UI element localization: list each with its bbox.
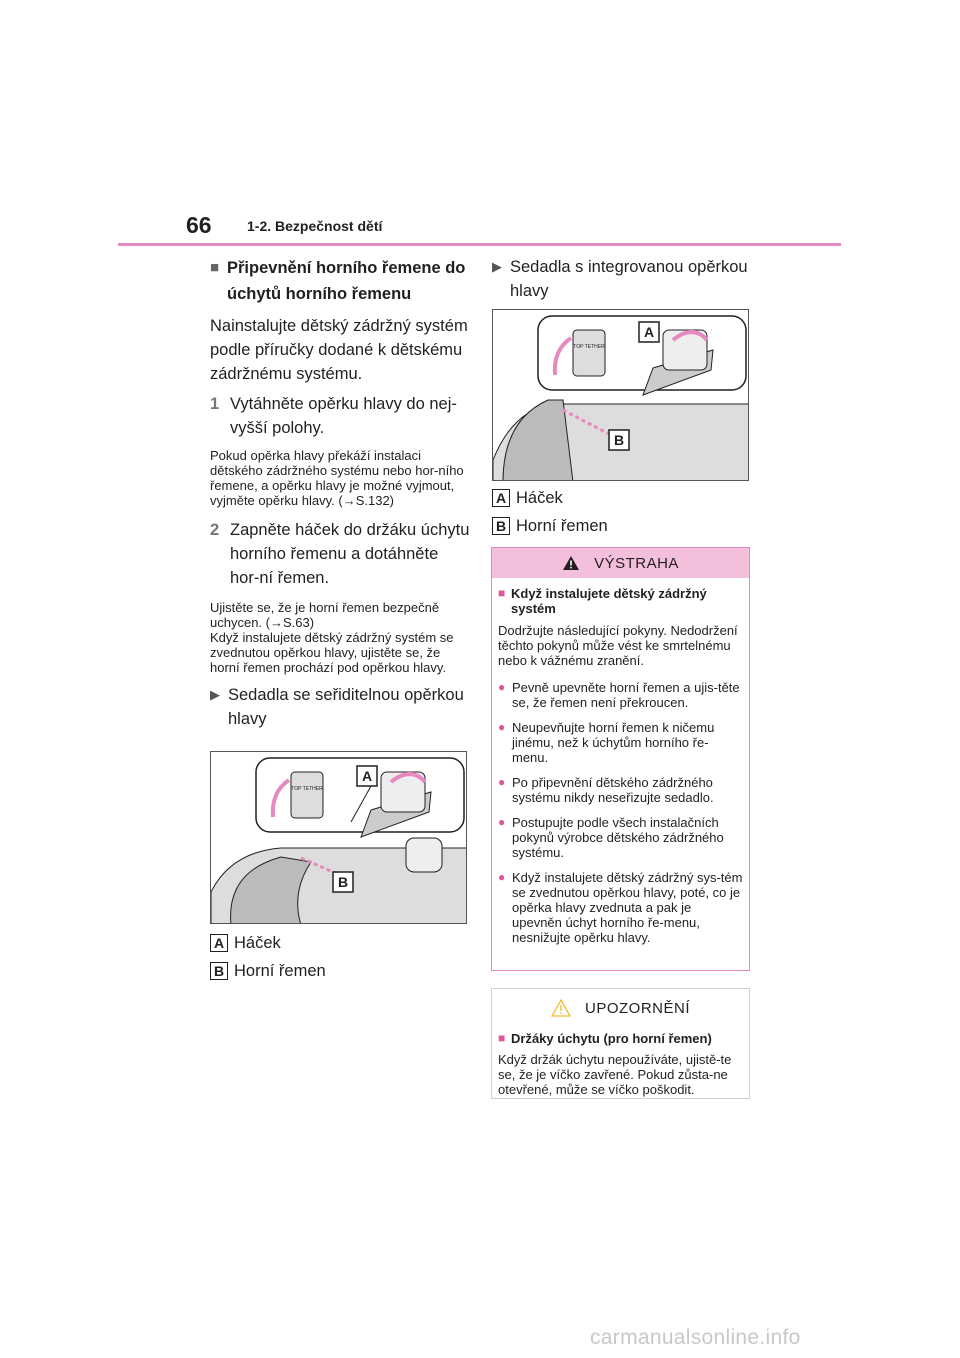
legend-key-b: B	[210, 962, 228, 980]
warning-intro: Dodržujte následující pokyny. Nedodržení těchto pokynů může vést ke smrtelnému nebo k vážnému zranění.	[498, 623, 738, 668]
bullet-dot-icon: ●	[498, 775, 506, 789]
figure-adjustable-headrest	[210, 751, 467, 924]
callout-a: A	[361, 768, 373, 784]
warning-header	[492, 548, 749, 578]
legend-item-a: A Háček	[492, 487, 750, 509]
legend-key-a: A	[210, 934, 228, 952]
header-divider	[118, 243, 841, 246]
note-secure: Ujistěte se, že je horní řemen bezpečně uchycen. (→S.63)	[210, 600, 440, 630]
legend-item-b: B Horní řemen	[210, 960, 472, 982]
warning-bullet: ● Když instalujete dětský zádržný sys-tém se zvednutou opěrkou hlavy, poté, co je opěrka hlavy zvednuta a pak je upevněn úchyt horního ře-menu, nesnižujte opěrku hlavy.	[498, 870, 743, 945]
legend-key-b: B	[492, 517, 510, 535]
warning-bullet: ● Postupujte podle všech instalačních pokynů výrobce dětského zádržného systému.	[498, 815, 724, 860]
warning-title: VÝSTRAHA	[594, 554, 679, 572]
square-bullet-icon: ■	[498, 586, 506, 600]
seat-illustration	[493, 310, 749, 481]
bullet-dot-icon: ●	[498, 720, 506, 734]
section-title: 1-2. Bezpečnost dětí	[247, 218, 383, 234]
warning-bullet: ● Pevně upevněte horní řemen a ujis-těte se, že řemen není překroucen.	[498, 680, 740, 710]
caution-text: Když držák úchytu nepoužíváte, ujistě-te se, že je víčko zavřené. Pokud zůsta-ne otevřené, může se víčko poškodit.	[498, 1052, 732, 1097]
caution-title: UPOZORNĚNÍ	[584, 999, 690, 1017]
legend-key-a: A	[492, 489, 510, 507]
arrow-right-icon: ▶	[210, 687, 220, 702]
bullet-dot-icon: ●	[498, 870, 506, 884]
caution-heading: ■ Držáky úchytu (pro horní řemen)	[498, 1031, 712, 1046]
intro-text: Nainstalujte dětský zádržný systém podle příručky dodané k dětskému zádržnému systému.	[210, 317, 468, 383]
svg-text:TOP TETHER: TOP TETHER	[573, 344, 605, 350]
warning-bullet: ● Neupevňujte horní řemen k ničemu jinému, než k úchytům horního ře-menu.	[498, 720, 715, 765]
bullet-dot-icon: ●	[498, 680, 506, 694]
callout-b: B	[613, 432, 625, 448]
arrow-right-icon: ▶	[492, 259, 502, 274]
caution-header	[492, 993, 749, 1023]
callout-b: B	[337, 874, 349, 890]
subsection-heading: ■ Připevnění horního řemene do úchytů horního řemenu	[210, 255, 472, 307]
legend-item-a: A Háček	[210, 932, 472, 954]
caution-triangle-icon	[551, 999, 571, 1017]
bullet-dot-icon: ●	[498, 815, 506, 829]
warning-bullet: ● Po připevnění dětského zádržného systému nikdy neseřizujte sedadlo.	[498, 775, 714, 805]
watermark: carmanualsonline.info	[590, 1326, 801, 1349]
square-bullet-icon: ■	[498, 1031, 506, 1045]
right-column	[492, 255, 750, 537]
callout-a: A	[643, 324, 655, 340]
step-1: 1 Vytáhněte opěrku hlavy do nej-vyšší polohy.	[210, 395, 457, 437]
warning-heading: ■ Když instalujete dětský zádržný systém	[498, 586, 707, 616]
warning-triangle-icon	[562, 555, 580, 571]
seat-illustration	[211, 752, 467, 924]
page-number: 66	[186, 212, 212, 238]
figure-integrated-headrest	[492, 309, 749, 481]
note-headrest: Pokud opěrka hlavy překáží instalaci dětského zádržného systému nebo hor-ního řemene, a opěrku hlavy je možné vyjmout, vyjměte opěrku hlavy. (→S.132)	[210, 448, 464, 508]
legend-item-b: B Horní řemen	[492, 515, 750, 537]
square-bullet-icon: ■	[210, 259, 220, 276]
left-column	[210, 255, 472, 982]
step-2: 2 Zapněte háček do držáku úchytu horního řemenu a dotáhněte hor-ní řemen.	[210, 521, 470, 587]
integrated-headrest-item: ▶ Sedadla s integrovanou opěrkou hlavy	[492, 255, 750, 303]
warning-box	[491, 547, 750, 971]
caution-box	[491, 988, 750, 1099]
note-raised-headrest: Když instalujete dětský zádržný systém se zvednutou opěrkou hlavy, ujistěte se, že horní řemen prochází pod opěrkou hlavy.	[210, 630, 454, 675]
adjustable-headrest-item: ▶ Sedadla se seřiditelnou opěrkou hlavy	[210, 683, 472, 731]
svg-text:TOP TETHER: TOP TETHER	[291, 786, 323, 792]
